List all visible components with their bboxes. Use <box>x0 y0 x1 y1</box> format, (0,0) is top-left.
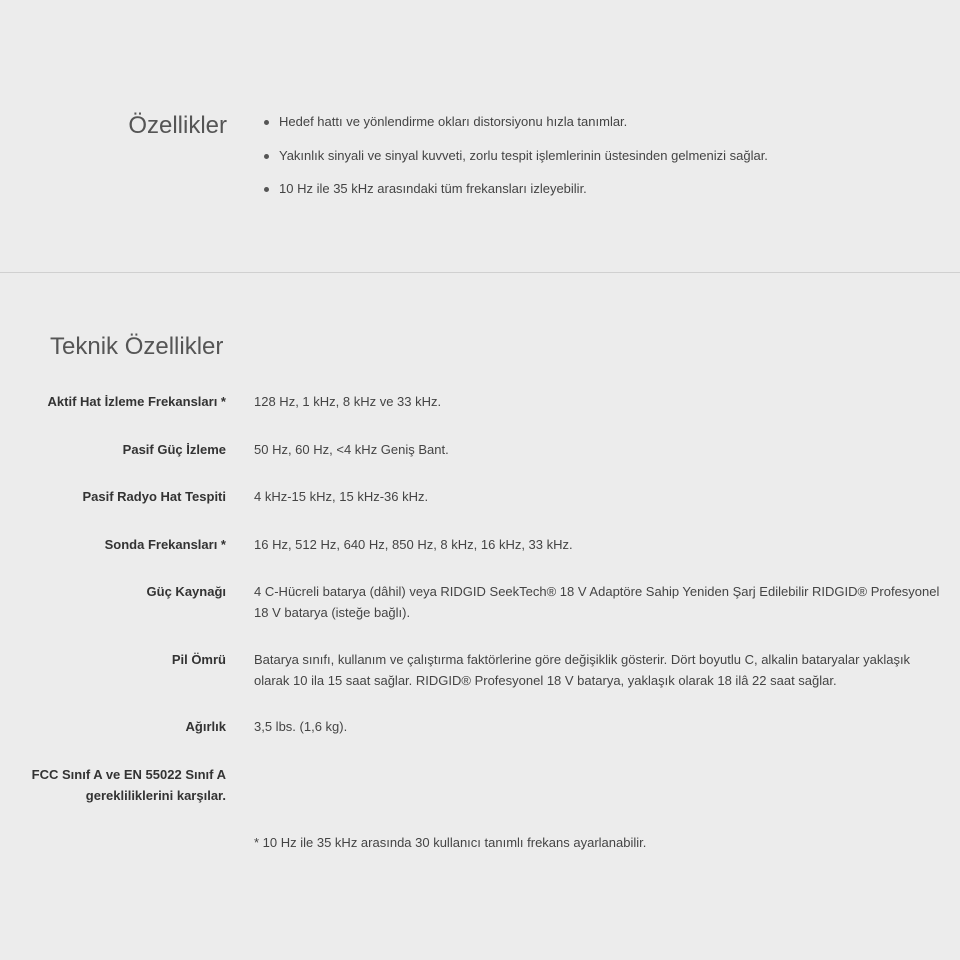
spec-label-power-source: Güç Kaynağı <box>146 584 226 599</box>
spec-label-compliance: FCC Sınıf A ve EN 55022 Sınıf A gerekliliklerini karşılar. <box>31 767 226 803</box>
bullet-icon <box>264 154 269 159</box>
spec-value-passive-power-tracing: 50 Hz, 60 Hz, <4 kHz Geniş Bant. <box>254 442 449 457</box>
spec-label-weight: Ağırlık <box>185 719 226 734</box>
spec-value-sonde-frequencies: 16 Hz, 512 Hz, 640 Hz, 850 Hz, 8 kHz, 16 kHz, 33 kHz. <box>254 537 573 552</box>
specs-footnote: * 10 Hz ile 35 kHz arasında 30 kullanıcı tanımlı frekans ayarlanabilir. <box>254 835 647 850</box>
section-divider <box>0 272 960 273</box>
spec-label-battery-life: Pil Ömrü <box>171 652 226 667</box>
spec-label-passive-power-tracing: Pasif Güç İzleme <box>122 442 226 457</box>
spec-value-battery-life: Batarya sınıfı, kullanım ve çalıştırma faktörlerine göre değişiklik gösterir. Dört boyutlu C, alkalin bataryalar yaklaşık olarak 10 ila 15 saat sağlar. RIDGID® Profesyonel 18 V batarya, yaklaşık olarak 18 ilâ 22 saat sağlar. <box>254 652 911 688</box>
features-list <box>262 112 768 213</box>
spec-value-passive-radio-detection: 4 kHz-15 kHz, 15 kHz-36 kHz. <box>254 489 429 504</box>
bullet-icon <box>264 120 269 125</box>
spec-label-passive-radio-detection: Pasif Radyo Hat Tespiti <box>82 489 226 504</box>
features-section <box>0 0 960 272</box>
spec-label-active-line-frequencies: Aktif Hat İzleme Frekansları * <box>47 394 226 409</box>
spec-label-sonde-frequencies: Sonda Frekansları * <box>104 537 226 552</box>
feature-text: 10 Hz ile 35 kHz arasındaki tüm frekansları izleyebilir. <box>279 181 587 196</box>
bullet-icon <box>264 187 269 192</box>
feature-item <box>262 146 768 166</box>
feature-item <box>262 179 768 199</box>
feature-item <box>262 112 768 132</box>
features-heading: Özellikler <box>128 112 227 139</box>
spec-value-power-source: 4 C-Hücreli batarya (dâhil) veya RIDGID SeekTech® 18 V Adaptöre Sahip Yeniden Şarj Edilebilir RIDGID® Profesyonel 18 V batarya (isteğe bağlı). <box>254 584 940 620</box>
feature-text: Hedef hattı ve yönlendirme okları distorsiyonu hızla tanımlar. <box>279 114 628 129</box>
specs-heading: Teknik Özellikler <box>50 333 224 360</box>
spec-value-weight: 3,5 lbs. (1,6 kg). <box>254 719 348 734</box>
feature-text: Yakınlık sinyali ve sinyal kuvveti, zorlu tespit işlemlerinin üstesinden gelmenizi sağlar. <box>279 147 768 163</box>
spec-value-active-line-frequencies: 128 Hz, 1 kHz, 8 kHz ve 33 kHz. <box>254 394 442 409</box>
